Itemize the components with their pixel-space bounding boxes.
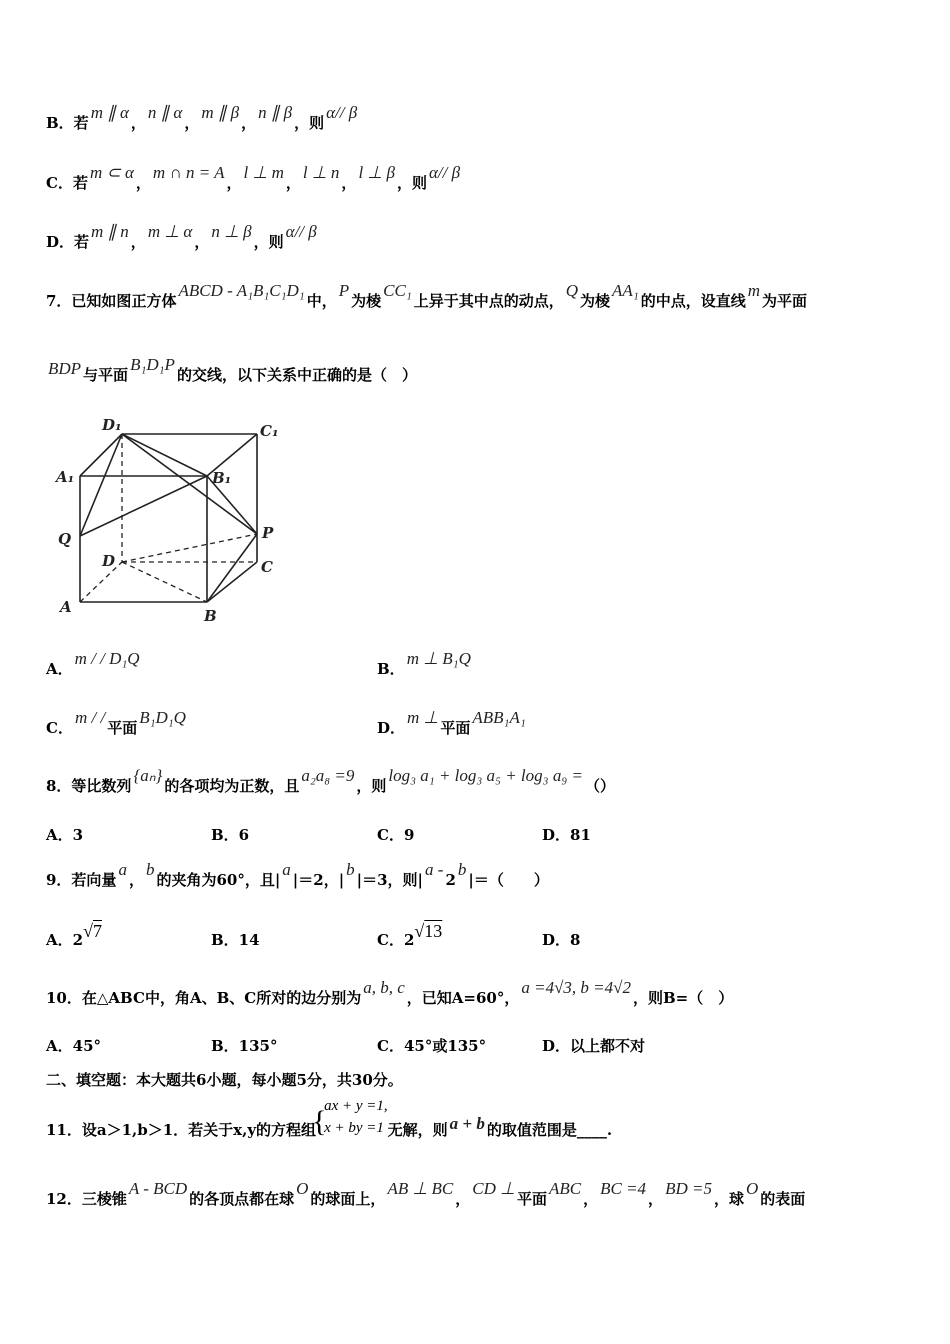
q7-stem-line1 bbox=[46, 281, 920, 312]
option-label: B．若 bbox=[46, 114, 89, 132]
text: ，已知A=60°， bbox=[406, 989, 520, 1007]
math: a - bbox=[425, 860, 444, 879]
math: α// β bbox=[428, 163, 461, 182]
math: A - BCD bbox=[128, 1179, 188, 1198]
text: ， bbox=[583, 1190, 599, 1208]
text: 平面 bbox=[440, 719, 471, 737]
math: O bbox=[745, 1179, 759, 1198]
q6-option-c: C．若m ⊂ α，m ∩ n = A，l ⊥ m，l ⊥ n，l ⊥ β，则α// β bbox=[46, 163, 461, 192]
text: 与平面 bbox=[83, 366, 129, 384]
sqrt-13: √13 bbox=[414, 921, 443, 941]
math: m ⊥ α bbox=[147, 222, 193, 241]
math: ABC bbox=[548, 1179, 582, 1198]
text: |＝（ ） bbox=[468, 871, 549, 889]
question-number: 11．设a＞1,b＞1．若关于x,y的方程组 bbox=[46, 1121, 317, 1139]
q10-option-d: D．以上都不对 bbox=[542, 1037, 646, 1055]
q8-option-b: B．6 bbox=[211, 826, 250, 844]
q12-stem bbox=[46, 1179, 920, 1210]
math: Q bbox=[565, 281, 579, 300]
math: n ∥ β bbox=[258, 103, 293, 122]
q7-option-b bbox=[377, 649, 473, 679]
q9-option-c bbox=[377, 921, 443, 950]
math: a =4√3, b =4√2 bbox=[521, 978, 631, 997]
q7-option-c bbox=[46, 708, 188, 738]
text: 的球面上， bbox=[310, 1190, 386, 1208]
math: P bbox=[338, 281, 350, 300]
math: a₂a₈ =9 bbox=[301, 766, 355, 785]
text: ，则 bbox=[356, 777, 387, 795]
question-number: 12．三棱锥 bbox=[46, 1190, 127, 1208]
text: ， bbox=[648, 1190, 664, 1208]
label-q: Q bbox=[58, 530, 72, 548]
math: BD =5 bbox=[665, 1179, 712, 1198]
q8-option-c: C．9 bbox=[377, 826, 415, 844]
text: |＝3，则| bbox=[356, 871, 424, 889]
math: BDP bbox=[48, 359, 82, 378]
question-number: 9．若向量 bbox=[46, 871, 117, 889]
edge-d1b1 bbox=[122, 434, 207, 476]
math: b bbox=[346, 860, 355, 879]
math: m ⊥ bbox=[407, 708, 439, 727]
text: 的表面 bbox=[760, 1190, 806, 1208]
q10-option-a: A．45° bbox=[46, 1037, 102, 1055]
text: 平面 bbox=[516, 1190, 547, 1208]
math: m ∥ n bbox=[91, 222, 129, 241]
q9-option-a bbox=[46, 921, 102, 950]
edge-db-hidden bbox=[122, 562, 207, 602]
label-b1: B₁ bbox=[212, 469, 232, 487]
math: α// β bbox=[285, 222, 317, 241]
math: BC =4 bbox=[600, 1179, 647, 1198]
q7-option-d bbox=[377, 708, 528, 738]
math: b bbox=[145, 860, 155, 879]
q10-option-b: B．135° bbox=[211, 1037, 278, 1055]
math: a bbox=[118, 860, 127, 879]
question-number: 10．在△ABC中，角A、B、C所对的边分别为 bbox=[46, 989, 362, 1007]
edge-dp-hidden bbox=[122, 534, 257, 562]
q8-stem bbox=[46, 766, 920, 797]
option-label: B． bbox=[377, 660, 405, 678]
text: 2 bbox=[445, 871, 456, 889]
math: a + b bbox=[449, 1114, 485, 1133]
label-p: P bbox=[262, 524, 274, 542]
math: {aₙ} bbox=[133, 766, 163, 785]
math: AB ⊥ BC bbox=[387, 1179, 454, 1198]
edge-a1d1 bbox=[80, 434, 122, 476]
math: O bbox=[296, 1179, 309, 1198]
text: 无解，则 bbox=[387, 1121, 448, 1139]
text: ，则B=（ ） bbox=[632, 989, 734, 1007]
option-label: C． bbox=[46, 719, 73, 737]
label-b: B bbox=[204, 607, 217, 625]
math: AA₁ bbox=[612, 281, 639, 300]
q7-stem-line2 bbox=[46, 355, 920, 386]
math: m ⊂ α bbox=[89, 163, 134, 182]
text: 为棱 bbox=[580, 292, 611, 310]
cube-figure bbox=[52, 410, 292, 630]
math: m bbox=[747, 281, 761, 300]
math: b bbox=[457, 860, 467, 879]
math: l ⊥ n bbox=[302, 163, 340, 182]
edge-qb1 bbox=[80, 476, 207, 536]
equation-1: ax + y =1, bbox=[324, 1098, 388, 1114]
label-d1: D₁ bbox=[102, 416, 122, 434]
math: m / / bbox=[74, 708, 106, 727]
math: log₃ a₁ + log₃ a₅ + log₃ a₉ = bbox=[388, 766, 583, 785]
math: α// β bbox=[326, 103, 358, 122]
edge-ad-hidden bbox=[80, 562, 122, 602]
math: a, b, c bbox=[363, 978, 405, 997]
q6-option-b: B．若m ∥ α，n ∥ α，m ∥ β，n ∥ β，则α// β bbox=[46, 103, 358, 132]
edge-qd1 bbox=[80, 434, 122, 536]
math: m ∥ β bbox=[201, 103, 240, 122]
math: ABCD - A₁B₁C₁D₁ bbox=[178, 281, 305, 300]
label-d: D bbox=[102, 552, 116, 570]
q10-option-c: C．45°或135° bbox=[377, 1037, 487, 1055]
math: ABB₁A₁ bbox=[472, 708, 526, 727]
sqrt-7: √7 bbox=[83, 921, 102, 941]
math: m ∥ α bbox=[90, 103, 129, 122]
text: |＝2，| bbox=[292, 871, 345, 889]
text: 的中点，设直线 bbox=[640, 292, 746, 310]
option-label: A．2 bbox=[46, 931, 84, 949]
q11-stem bbox=[46, 1098, 920, 1145]
math: n ∥ α bbox=[147, 103, 183, 122]
math: CC₁ bbox=[383, 281, 412, 300]
q8-option-d: D．81 bbox=[542, 826, 591, 844]
label-c1: C₁ bbox=[260, 422, 279, 440]
text: （） bbox=[584, 777, 615, 795]
q7-option-a bbox=[46, 649, 142, 679]
question-number: 8．等比数列 bbox=[46, 777, 132, 795]
label-a: A bbox=[60, 598, 72, 616]
text: 为棱 bbox=[351, 292, 382, 310]
text: 中， bbox=[306, 292, 337, 310]
math: m / / D₁Q bbox=[74, 649, 140, 668]
text: 的各顶点都在球 bbox=[189, 1190, 295, 1208]
math: m ⊥ B₁Q bbox=[406, 649, 471, 668]
option-label: C．2 bbox=[377, 931, 415, 949]
math: a bbox=[282, 860, 291, 879]
radicand: 13 bbox=[424, 921, 443, 941]
math: B₁D₁Q bbox=[139, 708, 186, 727]
equation-system: { ax + y =1, x + by =1 bbox=[316, 1111, 388, 1139]
q10-stem bbox=[46, 978, 920, 1009]
option-label: D． bbox=[377, 719, 406, 737]
text: 的各项均为正数，且 bbox=[164, 777, 300, 795]
text: 的夹角为60°，且| bbox=[156, 871, 281, 889]
question-number: 7．已知如图正方体 bbox=[46, 292, 177, 310]
text: 为平面 bbox=[762, 292, 808, 310]
q9-option-d: D．8 bbox=[542, 931, 581, 949]
q8-option-a: A．3 bbox=[46, 826, 84, 844]
math: CD ⊥ bbox=[472, 1179, 515, 1198]
equation-2: x + by =1 bbox=[324, 1120, 384, 1136]
label-a1: A₁ bbox=[56, 468, 75, 486]
text: ，则 bbox=[396, 174, 427, 192]
text: 上异于其中点的动点， bbox=[413, 292, 564, 310]
math: l ⊥ β bbox=[358, 163, 395, 182]
math: m ∩ n = A bbox=[152, 163, 225, 182]
text: ， bbox=[455, 1190, 471, 1208]
section-title: 二、填空题：本大题共6小题，每小题5分，共30分。 bbox=[46, 1071, 403, 1089]
q9-option-b: B．14 bbox=[211, 931, 260, 949]
text: 平面 bbox=[107, 719, 138, 737]
math: n ⊥ β bbox=[211, 222, 252, 241]
option-label: D．若 bbox=[46, 233, 90, 251]
text: ，球 bbox=[713, 1190, 744, 1208]
text: ， bbox=[128, 871, 144, 889]
q6-option-d: D．若m ∥ n，m ⊥ α，n ⊥ β，则α// β bbox=[46, 222, 317, 251]
option-label: A． bbox=[46, 660, 73, 678]
radicand: 7 bbox=[92, 921, 102, 941]
math: l ⊥ m bbox=[243, 163, 284, 182]
text: ，则 bbox=[294, 114, 325, 132]
text: ，则 bbox=[253, 233, 284, 251]
label-c: C bbox=[261, 558, 273, 576]
text: 的取值范围是____. bbox=[486, 1121, 613, 1139]
text: 的交线，以下关系中正确的是（ ） bbox=[176, 366, 417, 384]
option-label: C．若 bbox=[46, 174, 88, 192]
q9-stem bbox=[46, 860, 920, 891]
math: B₁D₁P bbox=[130, 355, 175, 374]
